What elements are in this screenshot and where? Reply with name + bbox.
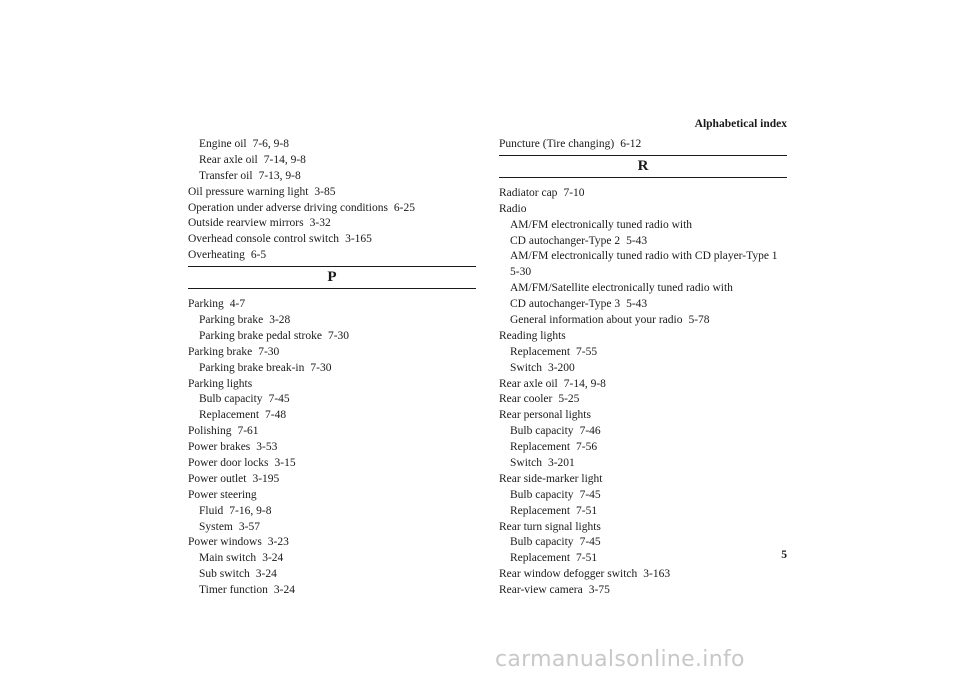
index-entry-page-ref: 3-201	[547, 457, 575, 470]
index-entry	[499, 440, 787, 456]
index-entry	[499, 520, 787, 536]
index-entry	[499, 234, 787, 250]
index-entry	[499, 249, 787, 265]
index-entry	[499, 329, 787, 345]
index-entry-term: Power steering	[188, 488, 257, 501]
index-entry-page-ref: 4-7	[229, 298, 246, 311]
index-entry	[499, 551, 787, 567]
index-entry-term: Bulb capacity	[510, 488, 574, 501]
index-entry	[499, 137, 787, 153]
index-entry-term: General information about your radio	[510, 314, 683, 327]
index-entry	[188, 488, 476, 504]
index-entry-page-ref: 3-24	[262, 552, 284, 565]
index-entry	[188, 329, 476, 345]
index-entry-page-ref: 6-5	[250, 249, 267, 262]
index-entry	[188, 408, 476, 424]
index-entry-term: Replacement	[510, 345, 571, 358]
index-entry	[188, 169, 476, 185]
index-entry	[499, 392, 787, 408]
index-entry-term: Power outlet	[188, 472, 247, 485]
index-entry	[188, 153, 476, 169]
index-entry-term: Replacement	[510, 504, 571, 517]
index-column-right	[499, 137, 787, 599]
index-entry-page-ref: 7-30	[310, 361, 332, 374]
index-entry-term: Rear axle oil	[499, 377, 558, 390]
index-entry-term: Sub switch	[199, 568, 250, 581]
page-header-title: Alphabetical index	[694, 118, 787, 130]
index-entry	[499, 583, 787, 599]
index-entry	[188, 456, 476, 472]
index-entry-term: Reading lights	[499, 329, 566, 342]
index-entry	[188, 361, 476, 377]
index-entry-page-ref: 7-51	[576, 504, 598, 517]
index-entry-term: Outside rearview mirrors	[188, 217, 304, 230]
index-entry	[499, 408, 787, 424]
index-entry-term: 5-30	[510, 266, 532, 279]
index-entry-term: Parking	[188, 298, 224, 311]
index-entry	[188, 583, 476, 599]
index-entry-page-ref: 7-45	[579, 536, 601, 549]
index-entry	[499, 265, 787, 281]
page-number: 5	[781, 549, 787, 561]
index-entry	[499, 535, 787, 551]
index-entry-page-ref: 5-43	[626, 298, 648, 311]
index-entry-page-ref: 7-46	[579, 425, 601, 438]
right-post-entries	[499, 186, 787, 599]
left-pre-entries	[188, 137, 476, 264]
index-entry	[499, 281, 787, 297]
index-column-left	[188, 137, 476, 599]
index-entry-page-ref: 7-45	[268, 393, 290, 406]
index-entry-page-ref: 7-61	[237, 425, 259, 438]
index-entry	[499, 202, 787, 218]
section-letter: R	[637, 157, 649, 174]
index-entry-page-ref: 6-25	[393, 201, 416, 214]
index-entry	[188, 248, 476, 264]
index-entry	[499, 377, 787, 393]
index-entry-page-ref: 3-15	[274, 457, 296, 470]
index-entry-term: Polishing	[188, 425, 232, 438]
index-entry-page-ref: 3-32	[309, 217, 331, 230]
section-header-p	[188, 266, 476, 289]
index-entry	[499, 488, 787, 504]
index-entry-term: Power brakes	[188, 441, 251, 454]
index-entry	[188, 377, 476, 393]
index-entry	[188, 185, 476, 201]
index-entry-term: Oil pressure warning light	[188, 185, 309, 198]
index-entry-page-ref: 3-165	[345, 233, 372, 246]
index-entry-term: Rear-view camera	[499, 584, 583, 597]
index-entry-term: Rear cooler	[499, 393, 553, 406]
index-entry-page-ref: 3-75	[588, 584, 610, 597]
index-entry-term: Bulb capacity	[510, 536, 574, 549]
index-entry-term: AM/FM/Satellite electronically tuned radio with	[510, 282, 733, 295]
index-entry-term: Switch	[510, 457, 542, 470]
index-entry-page-ref: 6-12	[620, 138, 642, 150]
index-entry	[188, 137, 476, 153]
index-entry-page-ref: 5-78	[688, 314, 710, 327]
index-entry-page-ref: 3-57	[238, 520, 260, 533]
index-entry-page-ref: 7-16, 9-8	[229, 504, 272, 517]
index-entry	[499, 361, 787, 377]
index-entry-term: CD autochanger-Type 2	[510, 234, 621, 247]
index-entry-page-ref: 7-14, 9-8	[263, 153, 306, 166]
index-entry-page-ref: 7-45	[579, 488, 601, 501]
index-entry-page-ref: 3-24	[273, 584, 295, 597]
index-entry-page-ref: 7-10	[563, 186, 585, 199]
index-entry-page-ref: 7-6, 9-8	[252, 138, 290, 150]
index-entry	[188, 551, 476, 567]
index-entry-term: Rear personal lights	[499, 409, 591, 422]
index-entry-page-ref: 7-13, 9-8	[258, 169, 301, 182]
index-entry-page-ref: 5-43	[626, 234, 648, 247]
index-entry	[499, 297, 787, 313]
index-entry	[499, 504, 787, 520]
index-entry-term: Switch	[510, 361, 542, 374]
index-entry-term: Radio	[499, 202, 527, 215]
index-entry-term: Replacement	[510, 552, 571, 565]
index-entry	[499, 313, 787, 329]
index-entry	[499, 218, 787, 234]
index-entry-term: Main switch	[199, 552, 257, 565]
index-entry-term: Puncture (Tire changing)	[499, 138, 615, 150]
index-entry-page-ref: 3-23	[267, 536, 289, 549]
index-entry-term: Operation under adverse driving conditions	[188, 201, 388, 214]
index-entry-term: Fluid	[199, 504, 224, 517]
index-entry-page-ref: 3-53	[256, 441, 278, 454]
index-entry-page-ref: 3-85	[314, 185, 336, 198]
index-entry	[188, 520, 476, 536]
section-letter: P	[327, 269, 337, 286]
index-entry-term: Parking brake	[188, 345, 253, 358]
index-entry-page-ref: 7-56	[576, 441, 598, 454]
index-entry-term: Power door locks	[188, 457, 269, 470]
index-entry	[499, 456, 787, 472]
index-entry-page-ref: 7-30	[327, 329, 350, 342]
index-entry	[188, 567, 476, 583]
index-entry	[188, 345, 476, 361]
index-entry-term: Parking brake	[199, 314, 264, 327]
index-entry-page-ref: 5-25	[558, 393, 580, 406]
index-entry-term: Power windows	[188, 536, 262, 549]
index-entry-page-ref: 7-30	[258, 345, 280, 358]
index-entry-term: Parking brake break-in	[199, 361, 305, 374]
index-entry-term: Overheating	[188, 249, 245, 262]
index-entry-page-ref: 3-195	[252, 472, 280, 485]
index-entry-term: AM/FM electronically tuned radio with CD player-Type 1	[510, 250, 778, 263]
index-entry-term: Rear side-marker light	[499, 472, 603, 485]
index-entry-term: Radiator cap	[499, 186, 558, 199]
index-entry-term: Bulb capacity	[199, 393, 263, 406]
index-entry	[188, 424, 476, 440]
section-header-r	[499, 155, 787, 178]
index-entry	[499, 186, 787, 202]
index-entry	[188, 232, 476, 248]
index-entry	[188, 392, 476, 408]
index-entry-term: Rear turn signal lights	[499, 520, 601, 533]
index-entry-page-ref: 3-28	[269, 314, 291, 327]
index-entry	[188, 313, 476, 329]
index-entry-term: Overhead console control switch	[188, 233, 340, 246]
index-entry-term: Replacement	[510, 441, 571, 454]
index-entry	[188, 216, 476, 232]
index-entry	[499, 472, 787, 488]
index-entry-page-ref: 7-14, 9-8	[563, 377, 606, 390]
index-entry	[188, 472, 476, 488]
index-entry-term: System	[199, 520, 233, 533]
index-entry-term: Parking brake pedal stroke	[199, 329, 322, 342]
index-entry	[188, 440, 476, 456]
watermark-text: carmanualsonline.info	[495, 647, 745, 672]
index-entry-term: Replacement	[199, 409, 260, 422]
index-entry-term: Rear window defogger switch	[499, 568, 638, 581]
index-entry-page-ref: 7-55	[576, 345, 598, 358]
index-entry-page-ref: 7-48	[265, 409, 287, 422]
index-entry	[188, 535, 476, 551]
index-entry-term: Parking lights	[188, 377, 253, 390]
index-entry-page-ref: 3-24	[255, 568, 277, 581]
right-pre-entries	[499, 137, 787, 153]
index-entry-term: AM/FM electronically tuned radio with	[510, 218, 693, 231]
index-entry	[499, 345, 787, 361]
left-post-entries	[188, 297, 476, 599]
index-entry	[499, 567, 787, 583]
index-entry	[188, 297, 476, 313]
index-entry	[188, 201, 476, 217]
index-entry	[188, 504, 476, 520]
index-entry-page-ref: 7-51	[576, 552, 598, 565]
index-entry-page-ref: 3-163	[643, 568, 671, 581]
index-entry-term: CD autochanger-Type 3	[510, 298, 621, 311]
index-entry-term: Transfer oil	[199, 169, 253, 182]
index-entry-page-ref: 3-200	[547, 361, 575, 374]
index-entry-term: Timer function	[199, 584, 268, 597]
index-entry	[499, 424, 787, 440]
index-entry-term: Bulb capacity	[510, 425, 574, 438]
index-entry-term: Rear axle oil	[199, 153, 258, 166]
index-entry-term: Engine oil	[199, 138, 247, 150]
